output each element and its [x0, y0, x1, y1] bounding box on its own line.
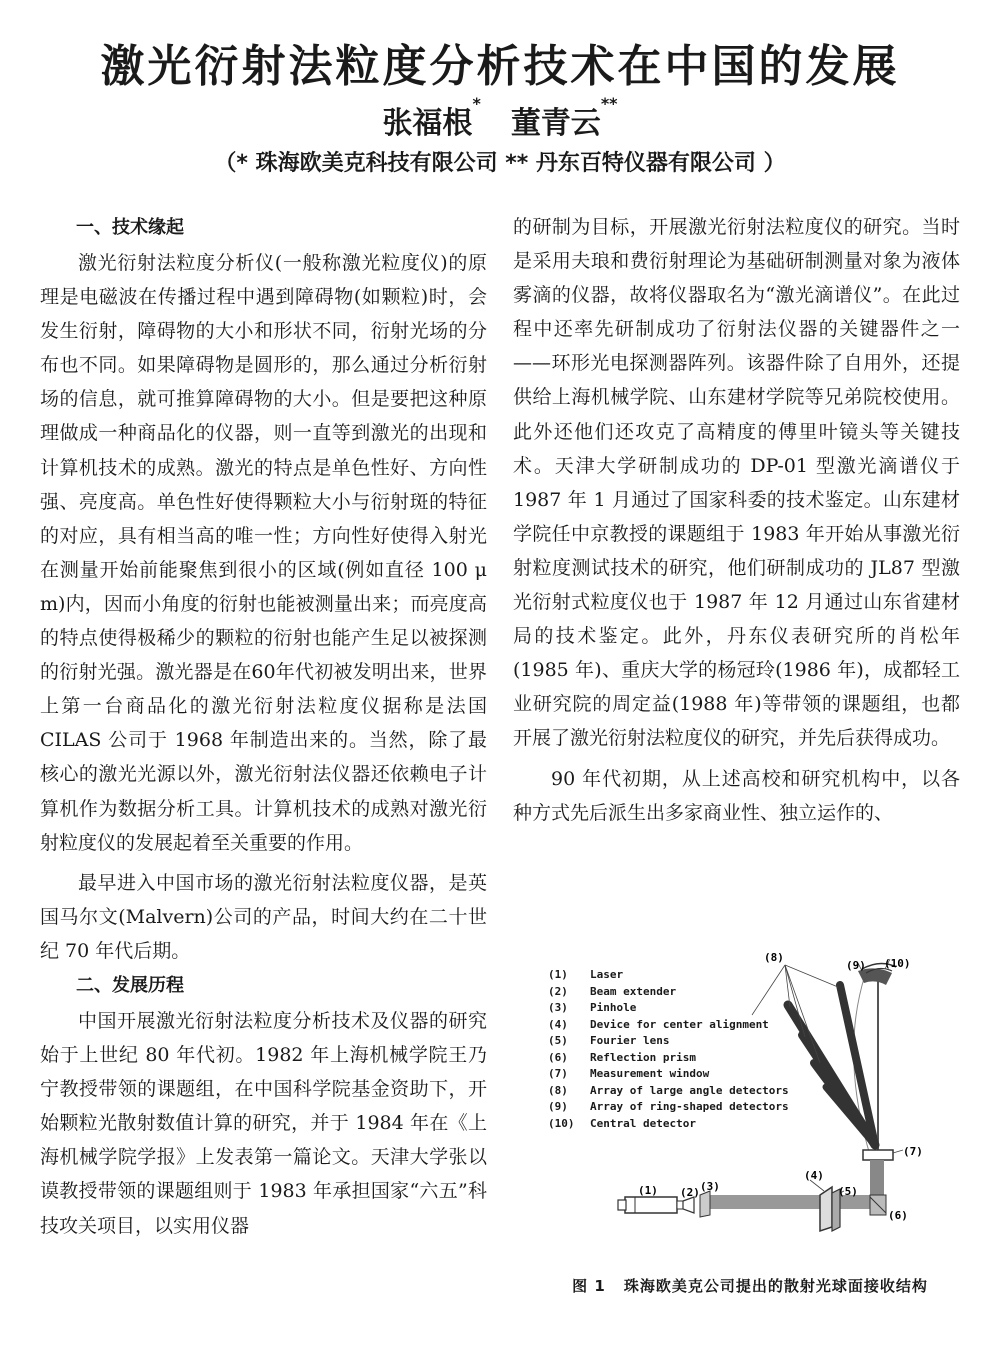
section-heading: 二、发展历程 — [76, 974, 184, 996]
label-1: (1) — [638, 1184, 658, 1197]
legend-item: (2) Beam extender — [548, 984, 677, 998]
figure-caption-text: 珠海欧美克公司提出的散射光球面接收结构 — [623, 1277, 928, 1295]
legend-item: (7) Measurement window — [548, 1067, 710, 1080]
paragraph: 90 年代初期，从上述高校和研究机构中，以各种方式先后派生出多家商业性、独立运作的、 — [513, 767, 960, 824]
legend-item: (5) Fourier lens — [548, 1034, 670, 1047]
label-8: (8) — [764, 951, 784, 964]
figure-number: 图 1 — [572, 1277, 606, 1295]
figure-1 — [540, 945, 960, 1235]
legend-item: (8) Array of large angle detectors — [548, 1083, 789, 1097]
author-mark: ** — [600, 94, 618, 113]
beam-extender — [683, 1197, 694, 1213]
section-heading: 一、技术缘起 — [76, 217, 184, 238]
paragraph: 激光衍射法粒度分析仪(一般称激光粒度仪)的原理是电磁波在传播过程中遇到障碍物(如颗粒)时，会发生衍射，障碍物的大小和形状不同，衍射光场的分布也不同。如果障碍物是圆形的，那么通过分析衍射场的信息，就可推算障碍物的大小。但是要把这种原理做成一种商品化的仪器，则一直等到激光的出现和计算机技术的成熟。激光的特点是单色性好、方向性强、亮度高。单色性好使得颗粒大小与衍射斑的特征的对应，具有相当高的唯一性；方向性好使得入射光在测量开始前能聚焦到很小的区域(例如直径 100 μ m)内，因而小角度的衍射也能被测量出来；而亮度高的特点使得极稀少的颗粒的衍射也能产生足以被探测的衍射光强。激光器是在60年代初被发明出来，世界上第一台商品化的激光衍射法粒度仪据称是法国 CILAS 公司于 1968 年制造出来的。当然，除了最核心的激光光源以外，激光衍射法仪器还依赖电子计算机作为数据分析工具。计算机技术的成熟对激光衍射粒度仪的发展起着至关重要的作用。 — [40, 252, 487, 854]
authors-line — [0, 94, 1000, 142]
right-column — [513, 210, 960, 830]
legend-item: (10) Central detector — [548, 1116, 696, 1130]
figure-legend — [548, 967, 789, 1132]
legend-item: (3) Pinhole — [548, 1001, 637, 1014]
paragraph: 最早进入中国市场的激光衍射法粒度仪器，是英国马尔文(Malvern)公司的产品，时间大约在二十世纪 70 年代后期。 — [40, 871, 487, 962]
label-2: (2) — [680, 1186, 700, 1199]
label-9: (9) — [846, 959, 866, 972]
left-column — [40, 210, 487, 1243]
laser — [618, 1197, 683, 1213]
label-7: (7) — [903, 1145, 923, 1158]
label-4: (4) — [804, 1169, 824, 1182]
legend-item: (4) Device for center alignment — [548, 1017, 769, 1031]
legend-item: (6) Reflection prism — [548, 1050, 696, 1064]
paragraph: 的研制为目标，开展激光衍射法粒度仪的研究。当时是采用夫琅和费衍射理论为基础研制测量对象为液体雾滴的仪器，故将仪器取名为“激光滴谱仪”。在此过程中还率先研制成功了衍射法仪器的关键器件之一——环形光电探测器阵列。该器件除了自用外，还提供给上海机械学院、山东建材学院等兄弟院校使用。此外还他们还攻克了高精度的傅里叶镜头等关键技术。天津大学研制成功的 DP-01 型激光滴谱仪于 1987 年 1 月通过了国家科委的技术鉴定。山东建材学院任中京教授的课题组于 1983 年开始从事激光衍射粒度测试技术的研究，他们研制成功的 JL87 型激光衍射式粒度仪也于 1987 年 12 月通过山东省建材局的技术鉴定。此外，丹东仪表研究所的肖松年(1985 年)、重庆大学的杨冠玲(1986 年)，成都轻工业研究院的周定益(1988 年)等带领的课题组，也都开展了激光衍射法粒度仪的研究，并先后获得成功。 — [513, 216, 960, 750]
figure-caption — [520, 1275, 980, 1296]
paragraph: 中国开展激光衍射法粒度分析技术及仪器的研究始于上世纪 80 年代初。1982 年上海机械学院王乃宁教授带领的课题组，在中国科学院基金资助下，开始颗粒光散射数值计算的研究，并于 1984 年在《上海机械学院学报》上发表第一篇论文。天津大学张以谟教授带领的课题组则于 1983 年承担国家“六五”科技攻关项目，以实用仪器 — [40, 1009, 487, 1237]
affiliations: （* 珠海欧美克科技有限公司 ** 丹东百特仪器有限公司 ） — [214, 151, 786, 176]
legend-item: (9) Array of ring-shaped detectors — [548, 1100, 789, 1113]
label-5: (5) — [838, 1185, 858, 1198]
measurement-window — [863, 1150, 893, 1160]
label-3: (3) — [700, 1180, 720, 1193]
author-mark: * — [472, 94, 481, 113]
label-10: (10) — [884, 957, 911, 970]
pinhole — [700, 1191, 710, 1217]
article-title: 激光衍射法粒度分析技术在中国的发展 — [100, 41, 900, 92]
author-name: 董青云 — [510, 106, 601, 141]
legend-item: (1) Laser — [548, 968, 624, 981]
author-name: 张福根 — [382, 106, 473, 141]
label-6: (6) — [888, 1209, 908, 1222]
center-alignment-device — [820, 1187, 832, 1231]
